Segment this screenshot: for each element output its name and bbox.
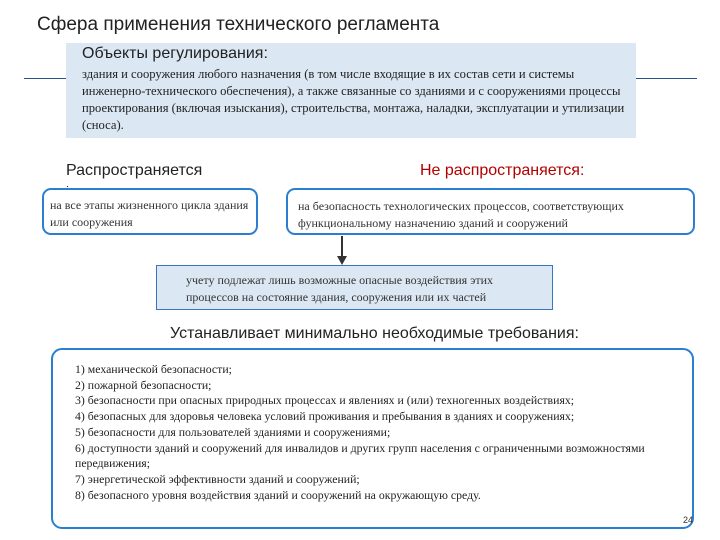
consideration-text: учету подлежат лишь возможные опасные воздействия этих процессов на состояние здания, сооружения или их частей	[186, 273, 494, 304]
requirements-list	[75, 362, 682, 503]
requirements-heading: Устанавливает минимально необходимые требования:	[170, 325, 579, 342]
down-arrow-icon	[337, 256, 347, 265]
divider-left	[24, 78, 66, 79]
requirement-item: 1) механической безопасности;	[75, 362, 232, 376]
consideration-box	[156, 265, 553, 310]
regulation-objects-heading: Объекты регулирования:	[82, 45, 268, 62]
applies-text: на все этапы жизненного цикла здания или сооружения	[50, 198, 249, 229]
requirement-item: 2) пожарной безопасности;	[75, 377, 212, 392]
divider-right	[636, 78, 697, 79]
not-applies-text: на безопасность технологических процессов, соответствующих функциональному назначению зданий и сооружений	[298, 199, 624, 230]
applies-heading: Распространяется	[66, 162, 203, 179]
requirements-box	[51, 348, 694, 529]
requirement-item: 6) доступности зданий и сооружений для инвалидов и других групп населения с ограниченными возможностями передвижения;	[75, 440, 645, 471]
not-applies-heading: Не распространяется:	[420, 162, 585, 179]
regulation-objects-panel	[66, 43, 636, 138]
not-applies-box	[286, 188, 695, 235]
requirement-item: 5) безопасности для пользователей зданиями и сооружениями;	[75, 424, 391, 439]
applies-box	[42, 188, 258, 235]
requirement-item: 4) безопасных для здоровья человека условий проживания и пребывания в зданиях и сооружениях;	[75, 409, 575, 424]
page-number: 24	[683, 515, 694, 525]
requirement-item: 8) безопасного уровня воздействия зданий и сооружений на окружающую среду.	[75, 487, 481, 502]
requirement-item: 7) энергетической эффективности зданий и сооружений;	[75, 471, 360, 486]
page-title: Сфера применения технического регламента	[37, 14, 440, 35]
regulation-objects-text: здания и сооружения любого назначения (в том числе входящие в их состав сети и системы инженерно-технического обеспечения), а также связанные со зданиями и с сооружениями процессы проектирования (включая изыскания), строительства, монтажа, наладки, эксплуатации и утилизации (сноса).	[82, 67, 625, 132]
requirement-item: 3) безопасности при опасных природных процессах и явлениях и (или) техногенных воздействиях;	[75, 393, 575, 408]
